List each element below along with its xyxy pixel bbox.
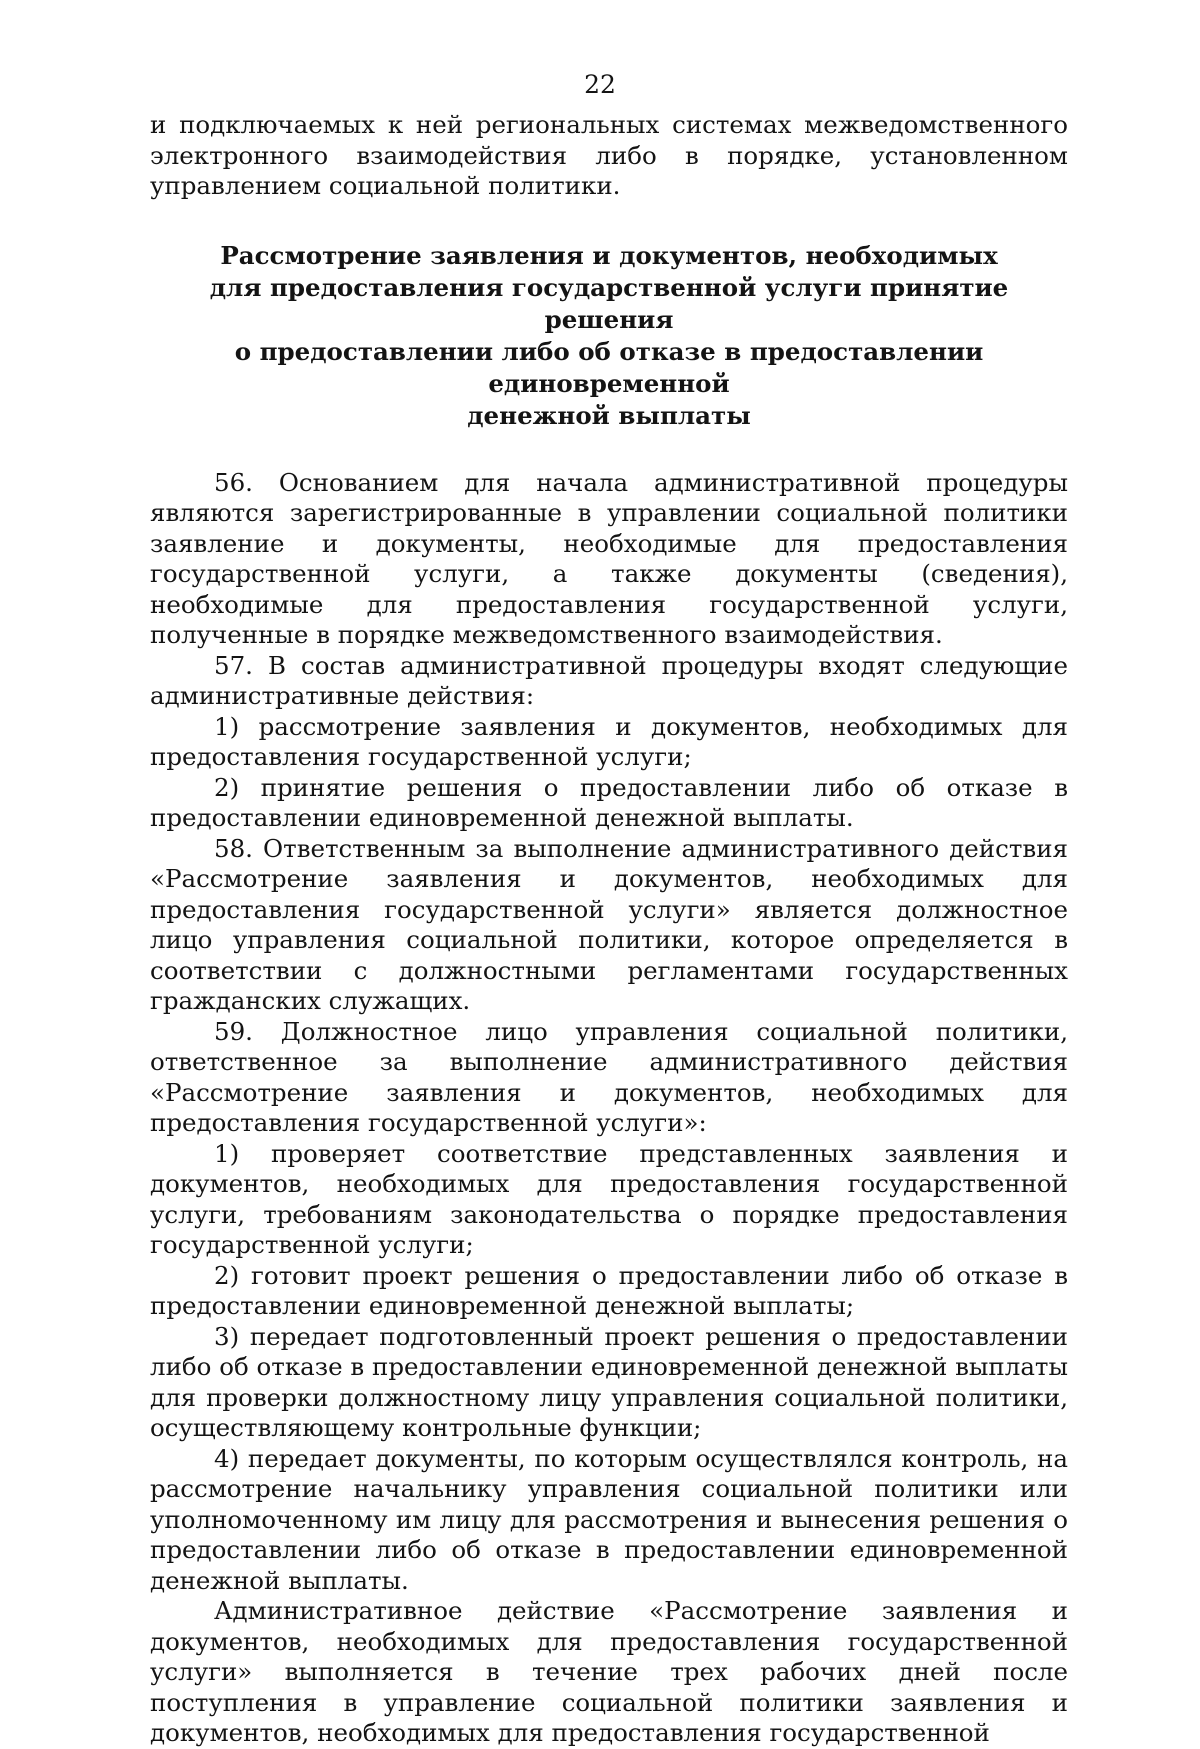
paragraph-59-item-3: 3) передает подготовленный проект решения о предоставлении либо об отказе в предоставлении единовременной денежной выплаты для проверки должностному лицу управления социальной политики, осуществляющему контрольные функции;	[150, 1321, 1068, 1442]
heading-line: денежной выплаты	[467, 400, 751, 430]
paragraph-59-item-4: 4) передает документы, по которым осуществлялся контроль, на рассмотрение начальнику управления социальной политики или уполномоченному им лицу для рассмотрения и вынесения решения о предоставлении либо об отказе в предоставлении единовременной денежной выплаты.	[150, 1443, 1068, 1595]
closing-paragraph: Административное действие «Рассмотрение заявления и документов, необходимых для предоставления государственной услуги» выполняется в течение трех рабочих дней после поступления в управление социальной политики заявления и документов, необходимых для предоставления государственной	[150, 1596, 1068, 1747]
paragraph-57: 57. В состав административной процедуры входят следующие административные действия:	[150, 650, 1068, 710]
paragraph-57-item-2: 2) принятие решения о предоставлении либо об отказе в предоставлении единовременной денежной выплаты.	[150, 772, 1068, 832]
paragraph-59-item-1: 1) проверяет соответствие представленных заявления и документов, необходимых для предоставления государственной услуги, требованиям законодательства о порядке предоставления государственной услуги;	[150, 1138, 1068, 1259]
heading-line: Рассмотрение заявления и документов, необходимых	[220, 240, 998, 270]
document-body	[150, 110, 1068, 1749]
paragraph-59: 59. Должностное лицо управления социальной политики, ответственное за выполнение административного действия «Рассмотрение заявления и документов, необходимых для предоставления государственной услуги»:	[150, 1016, 1068, 1137]
section-heading	[150, 240, 1068, 432]
paragraph-56: 56. Основанием для начала административной процедуры являются зарегистрированные в управлении социальной политики заявление и документы, необходимые для предоставления государственной услуги, а также документы (сведения), необходимые для предоставления государственной услуги, полученные в порядке межведомственного взаимодействия.	[150, 467, 1068, 649]
page-number: 22	[584, 70, 616, 99]
intro-paragraph: и подключаемых к ней региональных системах межведомственного электронного взаимодействия либо в порядке, установленном управлением социальной политики.	[150, 110, 1068, 200]
heading-line: для предоставления государственной услуги принятие решения	[209, 272, 1009, 334]
paragraph-58: 58. Ответственным за выполнение административного действия «Рассмотрение заявления и документов, необходимых для предоставления государственной услуги» является должностное лицо управления социальной политики, которое определяется в соответствии с должностными регламентами государственных гражданских служащих.	[150, 833, 1068, 1015]
paragraph-57-item-1: 1) рассмотрение заявления и документов, необходимых для предоставления государственной услуги;	[150, 711, 1068, 771]
paragraph-59-item-2: 2) готовит проект решения о предоставлении либо об отказе в предоставлении единовременной денежной выплаты;	[150, 1260, 1068, 1320]
heading-line: о предоставлении либо об отказе в предоставлении единовременной	[234, 336, 984, 398]
